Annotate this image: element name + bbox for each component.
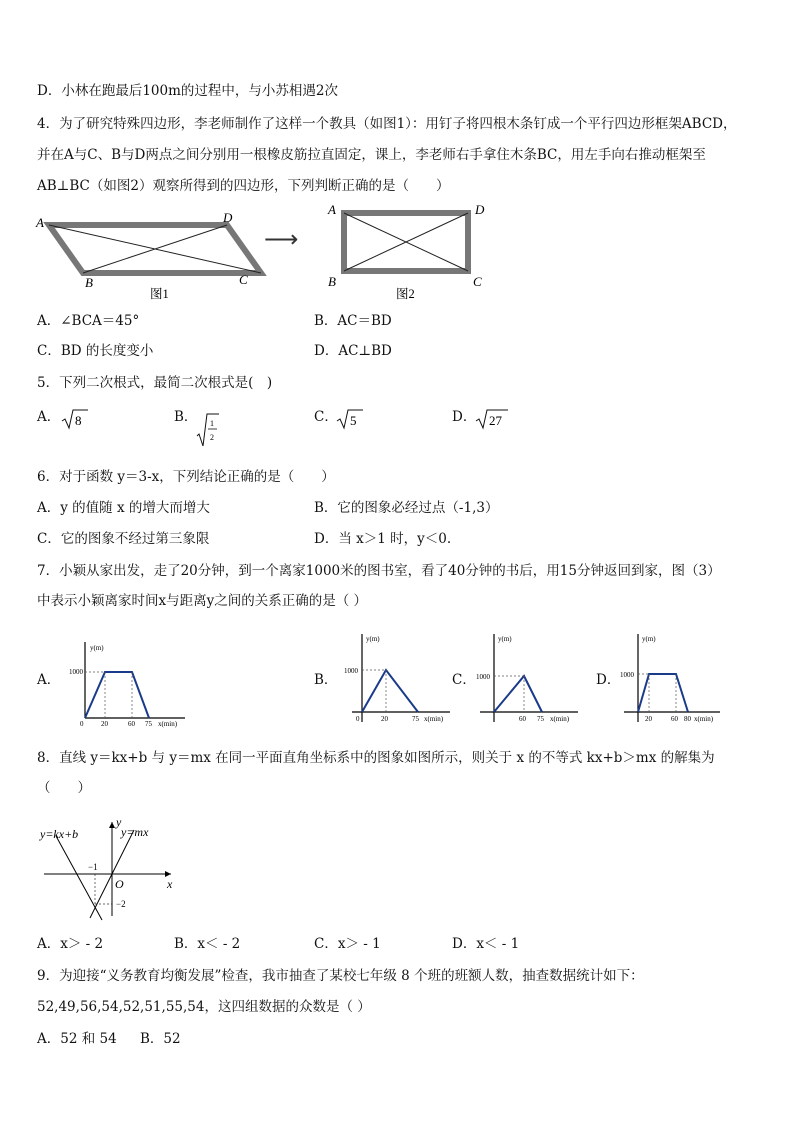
- q9-option-b: B．52: [140, 1031, 181, 1047]
- transform-arrow: ⟶: [264, 227, 299, 253]
- fig1-label-c: C: [239, 272, 248, 287]
- y-axis-label: y(m): [498, 635, 512, 643]
- q7-option-b-label: B．: [314, 672, 338, 688]
- q5-option-a-label: A．: [37, 409, 61, 425]
- q7-stem-line1: 7．小颖从家出发，走了20分钟，到一个离家1000米的图书室，看了40分钟的书后，用15分钟返回到家，图（3）: [37, 563, 721, 579]
- fig2-label-a: A: [328, 205, 336, 217]
- fig1-label-b: B: [85, 275, 93, 290]
- y-axis-label: y(m): [642, 635, 656, 643]
- svg-text:0: 0: [356, 715, 360, 723]
- q5-option-c-radical: [335, 406, 365, 432]
- x-axis-label: x(min): [158, 720, 178, 728]
- q5-option-d-radical: [474, 406, 510, 432]
- svg-text:75: 75: [412, 715, 419, 723]
- q8-option-a: A．x＞ - 2: [37, 936, 104, 952]
- q4-figure1: [35, 210, 261, 301]
- q9-option-a: A．52 和 54: [37, 1031, 117, 1047]
- svg-text:20: 20: [101, 720, 108, 728]
- label-mx: y=mx: [121, 825, 149, 839]
- svg-text:20: 20: [381, 715, 388, 723]
- distance-line: [638, 674, 688, 712]
- q4-option-b: B．AC＝BD: [314, 313, 392, 329]
- q7-graph-b: [334, 628, 452, 728]
- q7-graph-a: [60, 636, 190, 728]
- y-axis-label: y(m): [366, 635, 380, 643]
- y-axis-arrow-icon: [109, 822, 115, 828]
- q5-d-radicand: 27: [489, 413, 502, 428]
- q5-c-radicand: 5: [350, 413, 357, 428]
- y-tick-1000: 1000: [476, 673, 490, 681]
- q8-option-d: D．x＜ - 1: [452, 936, 520, 952]
- x-axis-label: x(min): [424, 715, 444, 723]
- q7-option-a-label: A．: [37, 672, 61, 688]
- distance-line: [362, 670, 418, 712]
- q4-option-d: D．AC⊥BD: [314, 343, 392, 359]
- q8-option-b: B．x＜ - 2: [174, 936, 241, 952]
- x-axis-label: x: [167, 877, 173, 891]
- q5-option-d-label: D．: [452, 409, 477, 425]
- q7-option-d-label: D．: [596, 672, 621, 688]
- y-tick-1000: 1000: [69, 668, 83, 676]
- fig1-label-d: D: [223, 210, 233, 225]
- svg-text:60: 60: [128, 720, 135, 728]
- x-axis-label: x(min): [694, 715, 714, 723]
- radical-sign-icon: [197, 414, 219, 446]
- origin-label: O: [115, 877, 124, 891]
- tick-neg2: −2: [116, 899, 126, 909]
- y-axis-label: y(m): [90, 644, 104, 652]
- q8-option-c: C．x＞ - 1: [314, 936, 381, 952]
- q8-stem-line2: （ ）: [37, 780, 91, 796]
- q3-option-d: D．小林在跑最后100m的过程中，与小苏相遇2次: [37, 83, 338, 99]
- svg-text:60: 60: [519, 715, 526, 723]
- q5-option-b-label: B．: [174, 409, 198, 425]
- svg-text:0: 0: [80, 720, 84, 728]
- tick-neg1: −1: [88, 862, 98, 872]
- q7-stem-line2: 中表示小颖离家时间x与距离y之间的关系正确的是（ ）: [37, 593, 368, 609]
- q8-stem-line1: 8．直线 y＝kx+b 与 y＝mx 在同一平面直角坐标系中的图象如图所示，则关于 x 的不等式 kx+b＞mx 的解集为: [37, 750, 715, 766]
- svg-text:75: 75: [145, 720, 152, 728]
- q4-option-c: C．BD 的长度变小: [37, 343, 154, 359]
- q6-option-b: B．它的图象必经过点（-1,3）: [314, 500, 499, 516]
- q9-stem-line1: 9．为迎接“义务教育均衡发展”检查，我市抽查了某校七年级 8 个班的班额人数，抽查数据统计如下：: [37, 968, 644, 984]
- q6-option-c: C．它的图象不经过第三象限: [37, 531, 210, 547]
- svg-text:80: 80: [684, 715, 691, 723]
- q5-option-b-radical: [195, 412, 223, 448]
- q7-option-c-label: C．: [452, 672, 476, 688]
- q4-option-a: A．∠BCA＝45°: [37, 313, 140, 329]
- fig2-caption: 图2: [396, 287, 415, 301]
- fig2-label-c: C: [473, 274, 482, 289]
- q5-b-denominator: 2: [210, 433, 214, 442]
- y-axis-label: y: [116, 815, 122, 829]
- fig2-label-b: B: [328, 274, 336, 289]
- q4-stem-line1: 4．为了研究特殊四边形，李老师制作了这样一个教具（如图1）：用钉子将四根木条钉成一个平行四边形框架ABCD，: [37, 116, 737, 132]
- svg-text:60: 60: [671, 715, 678, 723]
- fig1-caption: 图1: [150, 287, 169, 301]
- q5-option-a-radical: [60, 406, 90, 432]
- q4-stem-line3: AB⊥BC（如图2）观察所得到的四边形，下列判断正确的是（ ）: [37, 178, 450, 194]
- q9-stem-line2: 52,49,56,54,52,51,55,54，这四组数据的众数是（ ）: [37, 999, 371, 1015]
- q4-figures: [30, 205, 490, 305]
- x-axis-label: x(min): [550, 715, 570, 723]
- q6-option-a: A．y 的值随 x 的增大而增大: [37, 500, 210, 516]
- fig1-label-a: A: [36, 215, 44, 230]
- distance-line: [85, 672, 149, 718]
- distance-line: [494, 676, 542, 712]
- y-tick-1000: 1000: [344, 667, 358, 675]
- q7-graph-c: [472, 628, 580, 728]
- diagonal-bd: [83, 225, 227, 273]
- q7-graph-d: [616, 628, 722, 728]
- label-kx-plus-b: y=kx+b: [40, 827, 79, 841]
- q6-stem: 6．对于函数 y＝3-x，下列结论正确的是（ ）: [37, 469, 335, 485]
- q4-stem-line2: 并在A与C、B与D两点之间分别用一根橡皮筋拉直固定，课上，李老师右手拿住木条BC，用左手向右推动框架至: [37, 147, 706, 163]
- q8-figure: [36, 812, 186, 924]
- q6-option-d: D．当 x＞1 时，y＜0.: [314, 531, 452, 547]
- q5-option-c-label: C．: [314, 409, 338, 425]
- q5-a-radicand: 8: [75, 413, 82, 428]
- svg-text:75: 75: [537, 715, 544, 723]
- q4-figure2: [327, 205, 485, 301]
- q5-stem: 5．下列二次根式，最简二次根式是( ): [37, 375, 273, 391]
- fig2-label-d: D: [475, 205, 485, 217]
- y-tick-1000: 1000: [620, 671, 634, 679]
- q5-b-numerator: 1: [210, 419, 214, 428]
- svg-text:20: 20: [645, 715, 652, 723]
